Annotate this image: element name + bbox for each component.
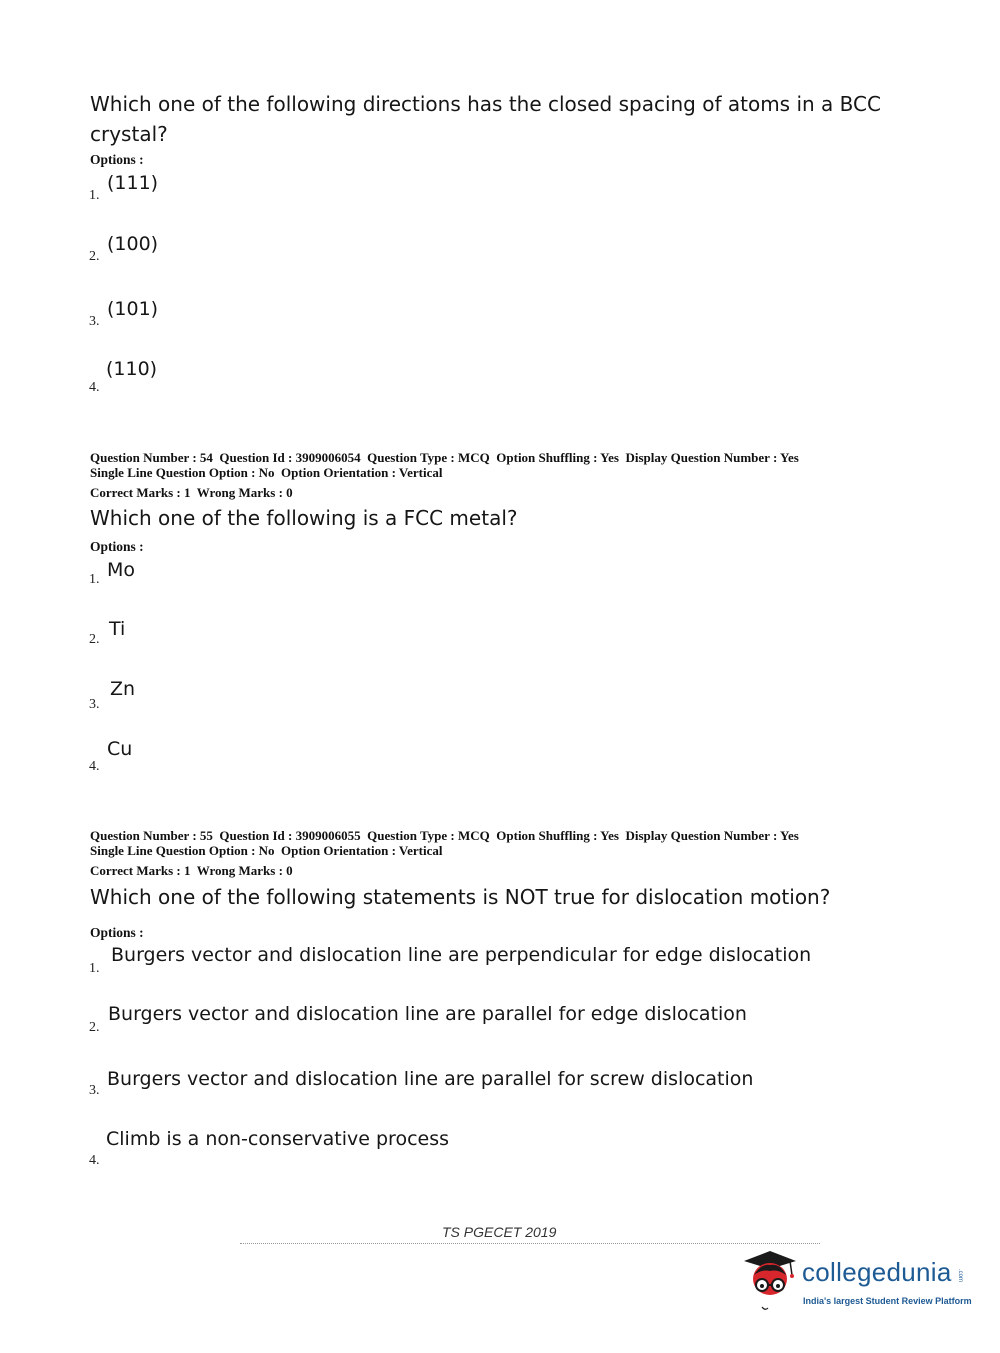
option-text: (111) bbox=[107, 172, 159, 194]
question-55-marks: Correct Marks : 1 Wrong Marks : 0 bbox=[90, 863, 293, 878]
option-text: Climb is a non-conservative process bbox=[106, 1128, 450, 1150]
option-text: Burgers vector and dislocation line are parallel for edge dislocation bbox=[108, 1003, 747, 1025]
option-number: 1. bbox=[89, 572, 100, 587]
exam-footer: TS PGECET 2019 bbox=[442, 1224, 557, 1240]
option-number: 3. bbox=[89, 314, 100, 329]
option-number: 1. bbox=[89, 188, 100, 203]
question-53-text: Which one of the following directions has the closed spacing of atoms in a BCC crystal? bbox=[90, 92, 881, 146]
option-number: 3. bbox=[89, 1083, 100, 1098]
option-number: 3. bbox=[89, 697, 100, 712]
option-text: Burgers vector and dislocation line are perpendicular for edge dislocation bbox=[111, 944, 812, 966]
option-text: (100) bbox=[107, 233, 159, 255]
collegedunia-logo bbox=[740, 1245, 980, 1315]
logo-wordmark: collegedunia bbox=[802, 1257, 952, 1287]
graduate-mascot-icon bbox=[740, 1245, 800, 1315]
question-55-options-label: Options : bbox=[90, 925, 144, 940]
option-number: 4. bbox=[89, 759, 100, 774]
option-number: 1. bbox=[89, 961, 100, 976]
question-55-text: Which one of the following statements is NOT true for dislocation motion? bbox=[90, 885, 831, 909]
question-54-options-label: Options : bbox=[90, 539, 144, 554]
option-text: Mo bbox=[107, 559, 136, 581]
question-55-meta: Question Number : 55 Question Id : 3909006055 Question Type : MCQ Option Shuffling : Yes Display Question Number : Yes Single Line Question Option : No Option Orientation : Vertical bbox=[90, 828, 799, 858]
logo-domain-suffix: .com bbox=[957, 1269, 963, 1283]
option-text: (110) bbox=[106, 358, 158, 380]
option-number: 2. bbox=[89, 632, 100, 647]
question-54-marks: Correct Marks : 1 Wrong Marks : 0 bbox=[90, 485, 293, 500]
option-number: 2. bbox=[89, 249, 100, 264]
footer-divider bbox=[240, 1243, 820, 1246]
question-54-meta: Question Number : 54 Question Id : 3909006054 Question Type : MCQ Option Shuffling : Yes Display Question Number : Yes Single Line Question Option : No Option Orientation : Vertical bbox=[90, 450, 799, 480]
option-text: (101) bbox=[107, 298, 159, 320]
option-number: 2. bbox=[89, 1020, 100, 1035]
logo-tagline: India's largest Student Review Platform bbox=[803, 1296, 972, 1306]
option-number: 4. bbox=[89, 380, 100, 395]
option-text: Burgers vector and dislocation line are parallel for screw dislocation bbox=[107, 1068, 754, 1090]
option-text: Ti bbox=[109, 618, 126, 640]
question-54-text: Which one of the following is a FCC metal? bbox=[90, 506, 518, 530]
question-53-options-label: Options : bbox=[90, 152, 144, 167]
option-text: Cu bbox=[107, 738, 133, 760]
option-text: Zn bbox=[110, 678, 136, 700]
option-number: 4. bbox=[89, 1153, 100, 1168]
